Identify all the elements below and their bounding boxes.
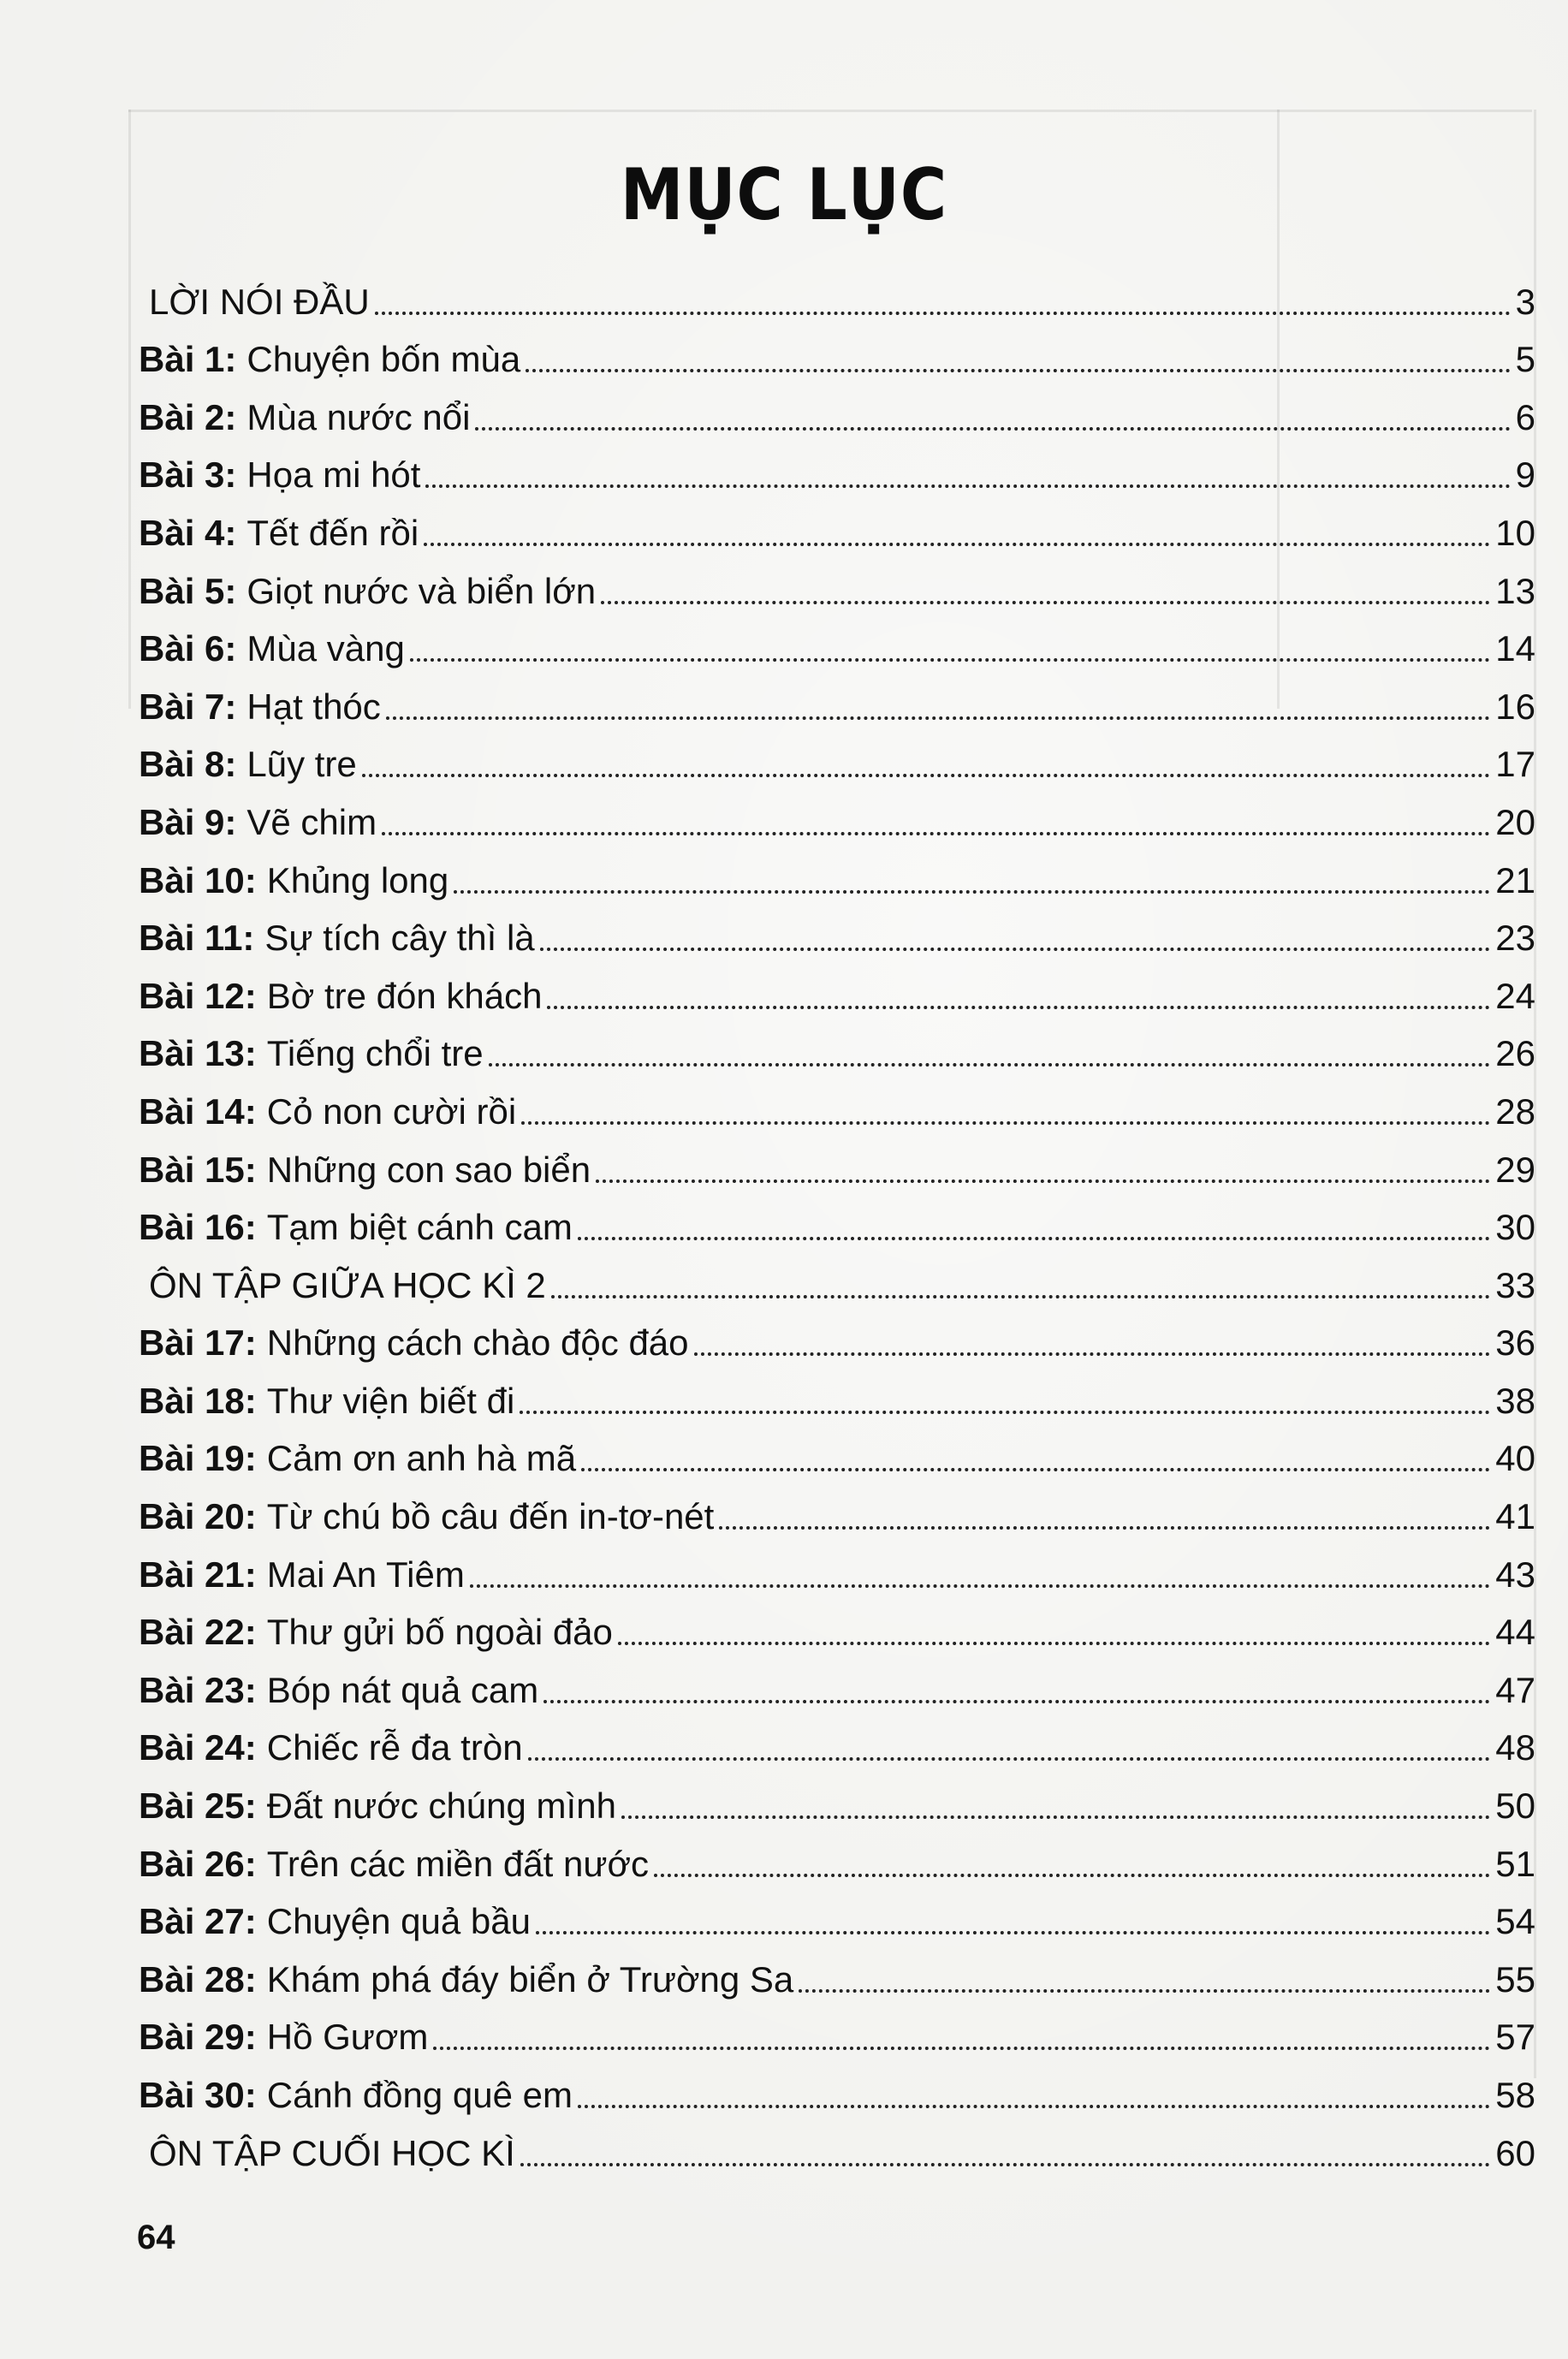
- dot-leader: [578, 2105, 1490, 2108]
- toc-entry-label: Bài 22:: [139, 1612, 257, 1653]
- toc-entry-label: Bài 19:: [139, 1438, 257, 1479]
- toc-entry-title: ÔN TẬP GIỮA HỌC KÌ 2: [149, 1264, 546, 1305]
- toc-entry-title: Thư viện biết đi: [266, 1380, 515, 1421]
- toc-entry-label: Bài 27:: [139, 1901, 257, 1942]
- dot-leader: [596, 1180, 1490, 1183]
- toc-entry-page: 21: [1495, 859, 1535, 900]
- page-number: 64: [137, 2219, 175, 2256]
- toc-entry: [139, 1423, 1535, 1481]
- toc-entry-page: 38: [1495, 1380, 1535, 1421]
- toc-entry-page: 48: [1495, 1727, 1535, 1768]
- toc-entry-page: 26: [1495, 1033, 1535, 1074]
- dot-leader: [475, 427, 1510, 431]
- page-title: MỤC LỤC: [620, 153, 948, 236]
- toc-entry: [139, 2001, 1535, 2059]
- dot-leader: [719, 1526, 1490, 1530]
- toc-entry-title: LỜI NÓI ĐẦU: [149, 281, 370, 322]
- toc-entry: [139, 265, 1535, 324]
- toc-entry: [139, 844, 1535, 902]
- toc-entry-page: 13: [1495, 570, 1535, 611]
- toc-entry-title: Tết đến rồi: [246, 512, 419, 553]
- toc-entry-title: Giọt nước và biển lớn: [246, 570, 597, 611]
- toc-entry-label: Bài 4:: [139, 512, 237, 553]
- toc-entry-title: Lũy tre: [246, 744, 357, 785]
- toc-entry-title: Vẽ chim: [246, 801, 377, 842]
- dot-leader: [618, 1642, 1490, 1645]
- toc-entry: [139, 1943, 1535, 2001]
- toc-entry-title: Những con sao biển: [266, 1149, 591, 1190]
- toc-entry: [139, 1480, 1535, 1538]
- toc-entry: [139, 1827, 1535, 1886]
- toc-entry-label: Bài 24:: [139, 1727, 257, 1768]
- toc-entry: [139, 1886, 1535, 1944]
- dot-leader: [694, 1352, 1491, 1356]
- dot-leader: [543, 1700, 1490, 1703]
- toc-entry-label: Bài 30:: [139, 2075, 257, 2115]
- toc-entry-page: 20: [1495, 801, 1535, 842]
- dot-leader: [470, 1584, 1490, 1588]
- dot-leader: [654, 1874, 1490, 1877]
- dot-leader: [621, 1815, 1490, 1819]
- toc-entry-title: Mai An Tiêm: [266, 1554, 465, 1595]
- toc-entry: [139, 496, 1535, 555]
- toc-entry-label: Bài 9:: [139, 801, 237, 842]
- toc-entry: [139, 1249, 1535, 1307]
- toc-entry: [139, 786, 1535, 844]
- dot-leader: [489, 1063, 1491, 1067]
- toc-entry: [139, 728, 1535, 787]
- toc-entry-title: ÔN TẬP CUỐI HỌC KÌ: [149, 2132, 515, 2173]
- dot-leader: [520, 1411, 1490, 1414]
- dot-leader: [551, 1295, 1490, 1298]
- toc-entry-page: 50: [1495, 1786, 1535, 1827]
- toc-entry-title: Chiếc rễ đa tròn: [266, 1727, 523, 1768]
- toc-entry-title: Mùa nước nổi: [246, 396, 471, 437]
- toc-entry: [139, 2059, 1535, 2117]
- dot-leader: [578, 1237, 1490, 1240]
- toc-entry-title: Bóp nát quả cam: [266, 1669, 539, 1710]
- dot-leader: [526, 369, 1510, 372]
- toc-entry-label: Bài 18:: [139, 1380, 257, 1421]
- toc-entry: [139, 1075, 1535, 1133]
- table-of-contents: [139, 265, 1535, 2175]
- toc-entry-label: Bài 3:: [139, 455, 237, 496]
- toc-entry-label: Bài 13:: [139, 1033, 257, 1074]
- dot-leader: [581, 1468, 1490, 1471]
- toc-entry-page: 36: [1495, 1322, 1535, 1364]
- toc-entry-page: 54: [1495, 1901, 1535, 1942]
- dot-leader: [382, 832, 1490, 835]
- toc-entry: [139, 960, 1535, 1018]
- toc-entry-label: Bài 20:: [139, 1496, 257, 1537]
- dot-leader: [375, 312, 1511, 315]
- toc-entry-page: 47: [1495, 1669, 1535, 1710]
- toc-entry-page: 29: [1495, 1149, 1535, 1190]
- dot-leader: [521, 1121, 1490, 1125]
- toc-entry: [139, 381, 1535, 439]
- toc-entry: [139, 2117, 1535, 2175]
- toc-entry-page: 9: [1515, 455, 1535, 496]
- toc-entry-page: 16: [1495, 686, 1535, 727]
- toc-entry-title: Cảm ơn anh hà mã: [266, 1438, 577, 1479]
- toc-entry-title: Cánh đồng quê em: [266, 2075, 573, 2115]
- toc-entry-page: 60: [1495, 2132, 1535, 2173]
- toc-entry-label: Bài 26:: [139, 1843, 257, 1884]
- toc-entry-label: Bài 15:: [139, 1149, 257, 1190]
- toc-entry-title: Tiếng chổi tre: [266, 1033, 484, 1074]
- toc-entry-page: 44: [1495, 1612, 1535, 1653]
- toc-entry-page: 17: [1495, 744, 1535, 785]
- dot-leader: [540, 948, 1491, 951]
- toc-entry-page: 5: [1515, 339, 1535, 380]
- toc-entry-page: 23: [1495, 918, 1535, 959]
- dot-leader: [362, 774, 1491, 777]
- toc-entry: [139, 613, 1535, 671]
- toc-entry: [139, 1538, 1535, 1596]
- toc-entry-page: 58: [1495, 2075, 1535, 2115]
- toc-entry-label: Bài 16:: [139, 1207, 257, 1248]
- toc-entry: [139, 1307, 1535, 1365]
- toc-entry-label: Bài 28:: [139, 1958, 257, 2000]
- toc-entry-label: Bài 5:: [139, 570, 237, 611]
- toc-entry: [139, 1364, 1535, 1423]
- toc-entry-label: Bài 1:: [139, 339, 237, 380]
- toc-entry-title: Hồ Gươm: [266, 2017, 429, 2058]
- toc-entry-label: Bài 11:: [139, 918, 255, 959]
- toc-entry-page: 55: [1495, 1958, 1535, 2000]
- toc-entry-title: Thư gửi bố ngoài đảo: [266, 1612, 613, 1653]
- toc-entry-page: 40: [1495, 1438, 1535, 1479]
- dot-leader: [433, 2047, 1490, 2050]
- toc-entry-page: 10: [1495, 512, 1535, 553]
- toc-entry-title: Mùa vàng: [246, 628, 405, 669]
- toc-entry-label: Bài 10:: [139, 859, 257, 900]
- toc-entry-title: Đất nước chúng mình: [266, 1786, 616, 1827]
- toc-entry: [139, 555, 1535, 613]
- toc-entry-title: Hạt thóc: [246, 686, 381, 727]
- toc-entry-label: Bài 17:: [139, 1322, 257, 1364]
- toc-entry-page: 41: [1495, 1496, 1535, 1537]
- toc-entry: [139, 1018, 1535, 1076]
- dot-leader: [410, 658, 1490, 662]
- toc-entry-page: 51: [1495, 1843, 1535, 1884]
- toc-entry: [139, 1712, 1535, 1770]
- toc-entry: [139, 670, 1535, 728]
- toc-entry-page: 33: [1495, 1264, 1535, 1305]
- toc-entry: [139, 1191, 1535, 1250]
- dot-leader: [425, 484, 1510, 488]
- toc-entry-title: Tạm biệt cánh cam: [266, 1207, 573, 1248]
- toc-entry-title: Bờ tre đón khách: [266, 975, 543, 1016]
- dot-leader: [547, 1006, 1490, 1009]
- toc-entry-label: Bài 12:: [139, 975, 257, 1016]
- toc-entry-page: 57: [1495, 2017, 1535, 2058]
- toc-entry-page: 3: [1515, 281, 1535, 322]
- toc-entry-title: Họa mi hót: [246, 455, 421, 496]
- toc-entry-label: Bài 7:: [139, 686, 237, 727]
- toc-entry-title: Những cách chào độc đáo: [266, 1322, 689, 1364]
- toc-entry-page: 30: [1495, 1207, 1535, 1248]
- toc-entry-label: Bài 23:: [139, 1669, 257, 1710]
- dot-leader: [424, 543, 1490, 546]
- toc-entry-title: Chuyện bốn mùa: [246, 339, 521, 380]
- dot-leader: [520, 2163, 1490, 2166]
- toc-entry-title: Cỏ non cười rồi: [266, 1090, 517, 1132]
- toc-entry: [139, 1769, 1535, 1827]
- dot-leader: [386, 716, 1490, 720]
- toc-entry: [139, 439, 1535, 497]
- toc-entry-title: Khủng long: [266, 859, 449, 900]
- dot-leader: [528, 1757, 1491, 1761]
- toc-entry-page: 28: [1495, 1090, 1535, 1132]
- toc-entry-title: Chuyện quả bầu: [266, 1901, 531, 1942]
- dot-leader: [454, 890, 1490, 894]
- toc-entry-title: Trên các miền đất nước: [266, 1843, 650, 1884]
- bleed-through-line: [128, 110, 1532, 112]
- toc-entry: [139, 902, 1535, 960]
- toc-entry: [139, 324, 1535, 382]
- toc-entry-page: 24: [1495, 975, 1535, 1016]
- dot-leader: [536, 1931, 1490, 1934]
- toc-entry-page: 6: [1515, 396, 1535, 437]
- toc-entry-title: Sự tích cây thì là: [264, 918, 535, 959]
- toc-entry-label: Bài 25:: [139, 1786, 257, 1827]
- toc-entry: [139, 1654, 1535, 1712]
- toc-entry-label: Bài 8:: [139, 744, 237, 785]
- toc-entry-label: Bài 6:: [139, 628, 237, 669]
- toc-entry-label: Bài 14:: [139, 1090, 257, 1132]
- toc-entry: [139, 1133, 1535, 1191]
- toc-entry-title: Khám phá đáy biển ở Trường Sa: [266, 1958, 794, 2000]
- toc-entry-label: Bài 2:: [139, 396, 237, 437]
- dot-leader: [601, 601, 1490, 604]
- toc-entry-title: Từ chú bồ câu đến in-tơ-nét: [266, 1496, 715, 1537]
- toc-entry-page: 43: [1495, 1554, 1535, 1595]
- toc-entry-page: 14: [1495, 628, 1535, 669]
- toc-entry-label: Bài 21:: [139, 1554, 257, 1595]
- dot-leader: [799, 1989, 1490, 1993]
- toc-entry-label: Bài 29:: [139, 2017, 257, 2058]
- toc-entry: [139, 1596, 1535, 1655]
